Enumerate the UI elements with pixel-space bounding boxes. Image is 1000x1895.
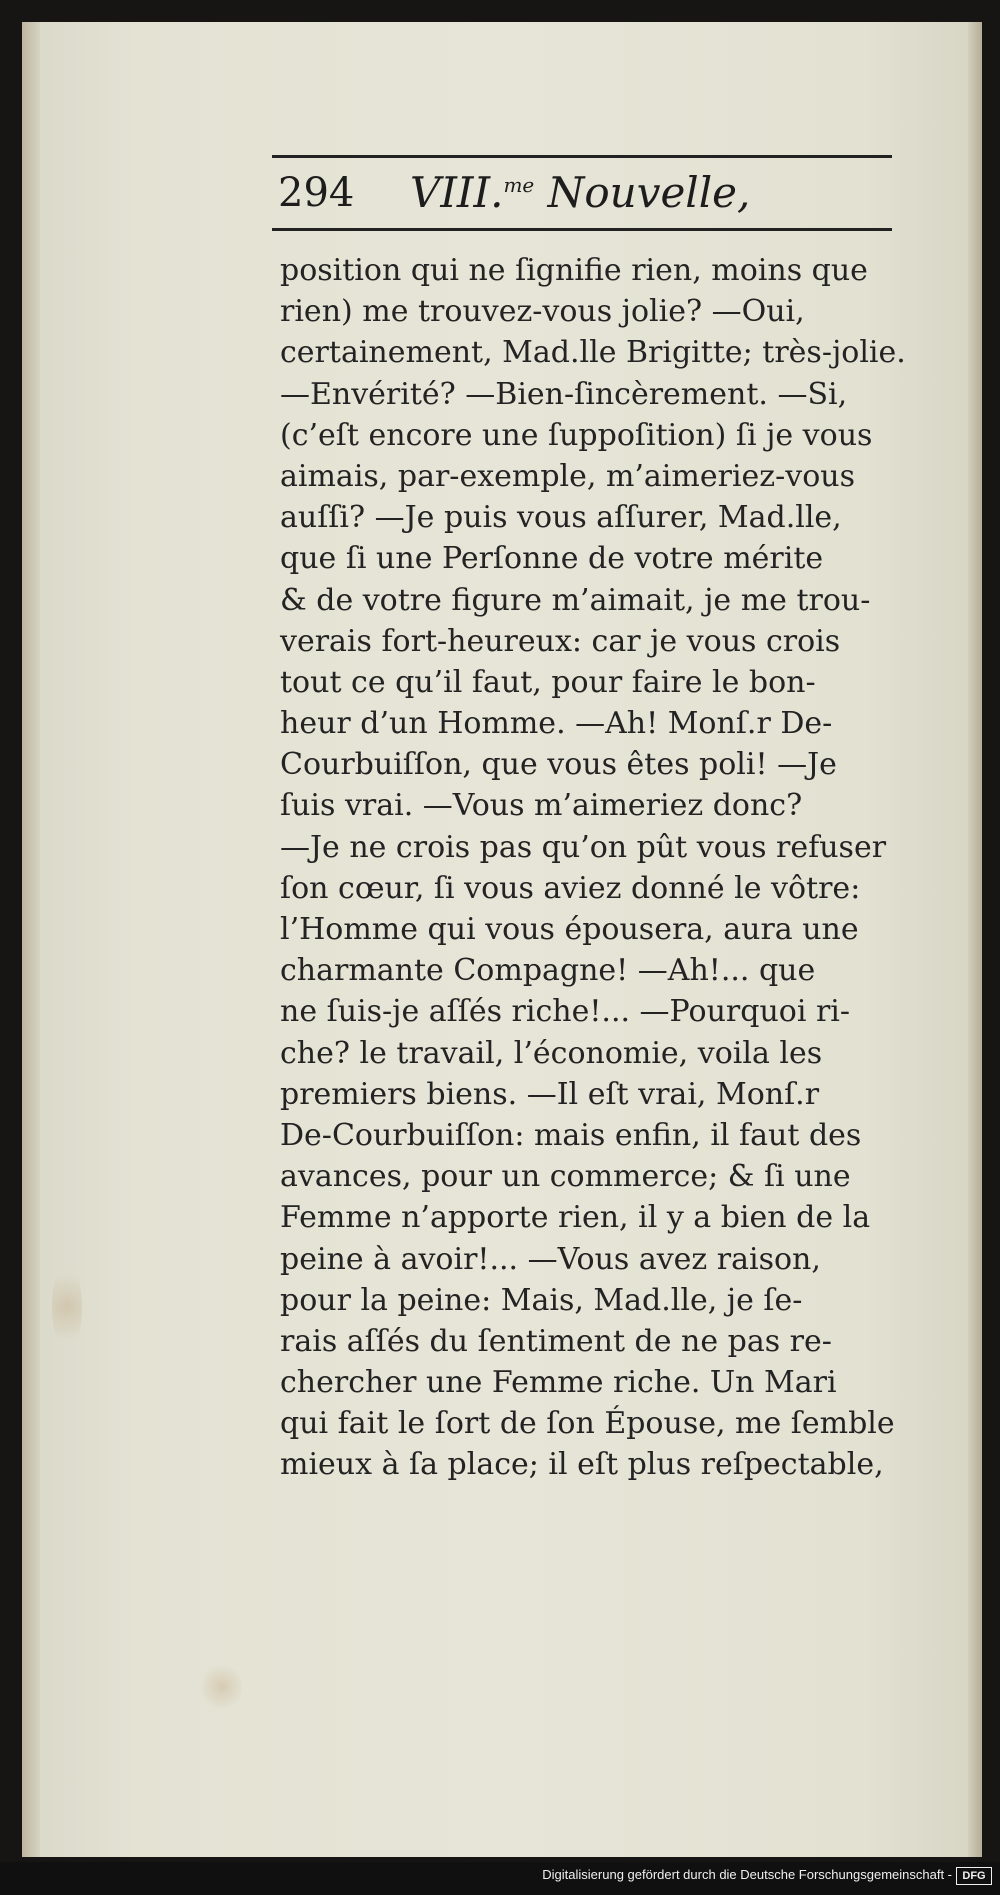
text-line: certainement, Mad.lle Brigitte; très-jolie. (280, 335, 906, 371)
page-number: 294 (278, 170, 355, 216)
text-line: ſon cœur, ſi vous aviez donné le vôtre: (280, 870, 861, 906)
body-text (280, 250, 910, 1486)
running-title (410, 168, 750, 217)
text-line: che? le travail, l’économie, voila les (280, 1035, 823, 1071)
text-line: De-Courbuiſſon: mais enfin, il faut des (280, 1117, 862, 1153)
page-right-edge (968, 22, 982, 1857)
digitization-footer (0, 1862, 1000, 1895)
text-line: position qui ne ſignifie rien, moins que (280, 253, 868, 288)
running-title-superscript: me (503, 173, 535, 197)
text-line: auſſi? —Je puis vous aſſurer, Mad.lle, (280, 500, 842, 536)
header-rule-bottom (272, 228, 892, 231)
running-header (278, 168, 888, 222)
text-line: qui fait le ſort de ſon Épouse, me ſemble (280, 1406, 895, 1442)
text-line: que ſi une Perſonne de votre mérite (280, 541, 824, 577)
text-line: heur d’un Homme. —Ah! Monſ.r De- (280, 706, 833, 742)
page-left-edge (22, 22, 40, 1857)
header-rule-top (272, 155, 892, 158)
text-line: aimais, par-exemple, m’aimeriez-vous (280, 458, 855, 494)
paper-stain (52, 1262, 82, 1352)
dfg-credit: Digitalisierung gefördert durch die Deutsche Forschungsgemeinschaft - (542, 1867, 952, 1882)
dfg-logo: DFG (956, 1867, 992, 1885)
text-line: & de votre figure m’aimait, je me trou- (280, 582, 871, 618)
text-line: pour la peine: Mais, Mad.lle, je ſe- (280, 1282, 803, 1318)
text-line: Courbuiſſon, que vous êtes poli! —Je (280, 747, 837, 783)
text-line: avances, pour un commerce; & ſi une (280, 1159, 851, 1195)
text-line: —Je ne crois pas qu’on pût vous refuser (280, 829, 887, 865)
text-line: premiers biens. —Il eſt vrai, Monſ.r (280, 1076, 820, 1112)
text-line: rien) me trouvez-vous jolie? —Oui, (280, 294, 805, 330)
text-line: tout ce qu’il faut, pour faire le bon- (280, 664, 816, 700)
running-title-word: Nouvelle, (547, 168, 751, 217)
text-line: Femme n’apporte rien, il y a bien de la (280, 1200, 871, 1236)
text-line: verais fort-heureux: car je vous crois (280, 623, 841, 659)
text-line: (c’eſt encore une ſuppoſition) ſi je vous (280, 417, 873, 453)
paper-stain (202, 1662, 242, 1712)
text-line: —Envérité? —Bien-ſincèrement. —Si, (280, 376, 848, 412)
text-line: rais aſſés du ſentiment de ne pas re- (280, 1323, 832, 1359)
text-line: ſuis vrai. —Vous m’aimeriez donc? (280, 788, 803, 824)
text-line: l’Homme qui vous épousera, aura une (280, 912, 859, 947)
text-line: ne ſuis-je aſſés riche!... —Pourquoi ri- (280, 994, 851, 1030)
text-line: peine à avoir!... —Vous avez raison, (280, 1241, 821, 1277)
text-line: chercher une Femme riche. Un Mari (280, 1365, 837, 1401)
text-line: charmante Compagne! —Ah!... que (280, 953, 816, 989)
text-line: mieux à ſa place; il eſt plus reſpectable, (280, 1447, 884, 1483)
running-title-numeral: VIII. (410, 168, 504, 217)
